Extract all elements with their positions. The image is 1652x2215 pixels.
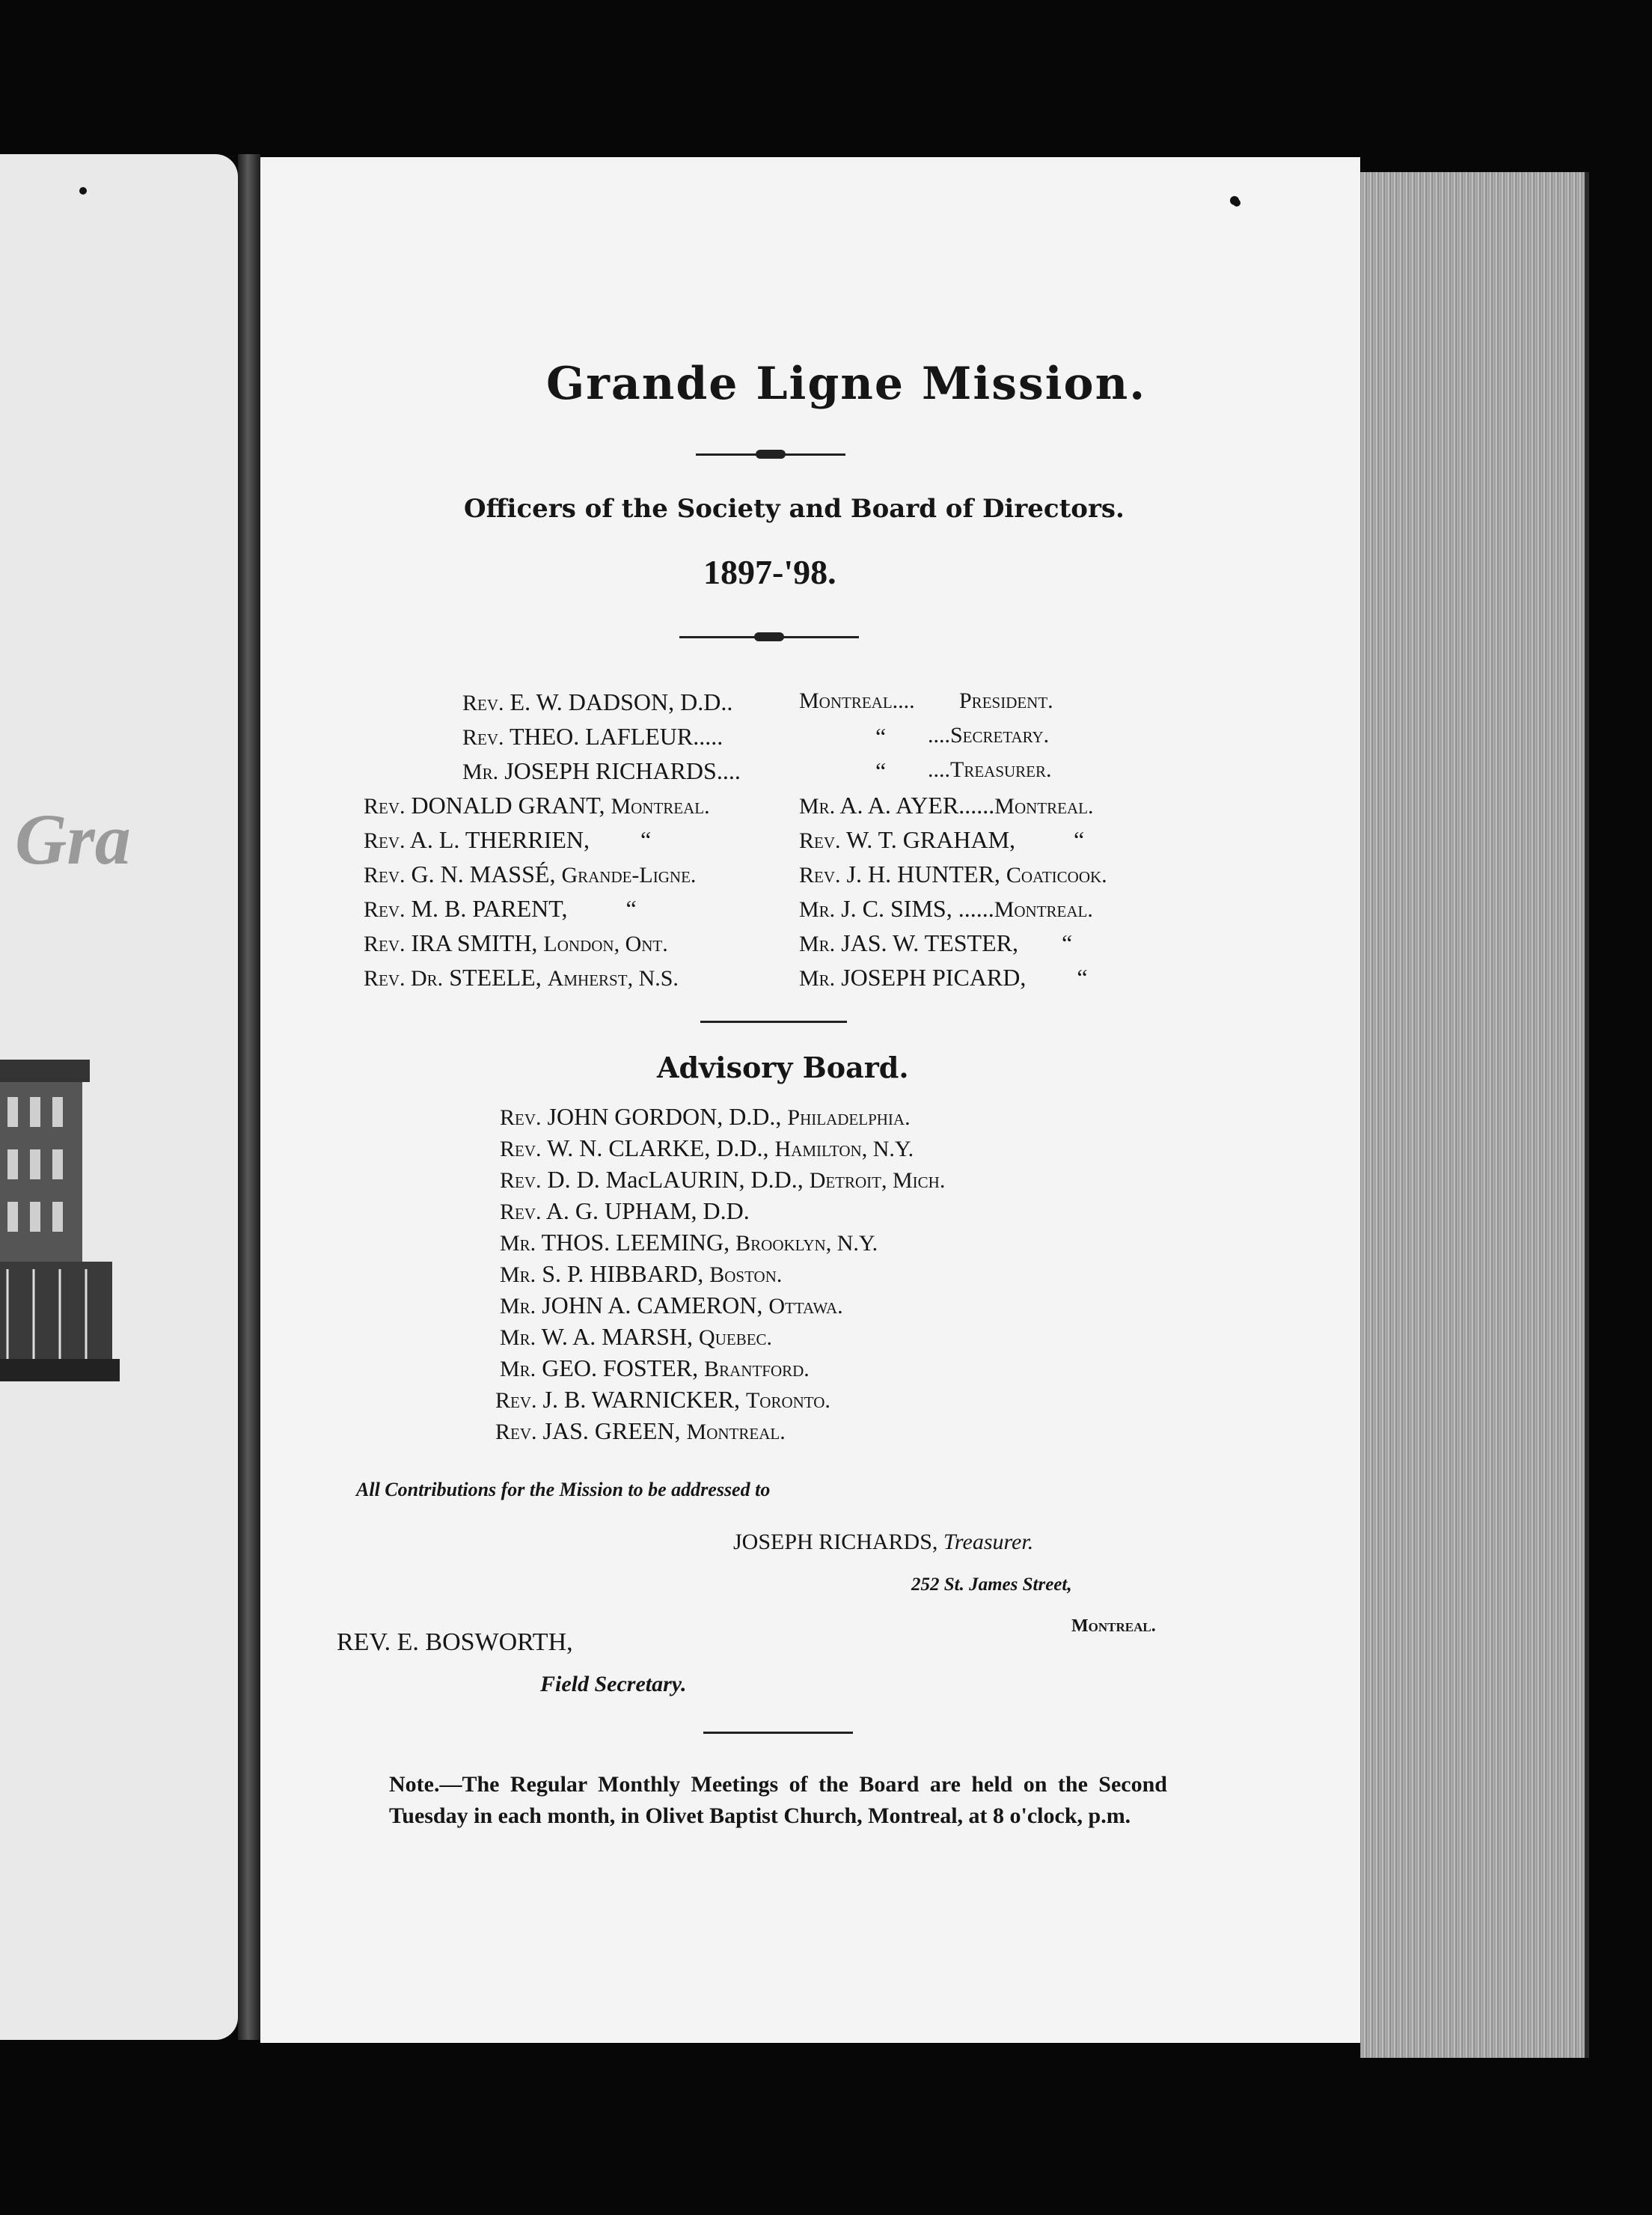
executive-role: ....Secretary.: [928, 723, 1050, 748]
director-row: Rev. G. N. MASSÉ, Grande-Ligne.: [364, 861, 697, 887]
year-rule-ornament: [754, 632, 784, 641]
title-rule-ornament: [756, 450, 786, 459]
advisory-row: Mr. S. P. HIBBARD, Boston.: [500, 1260, 783, 1287]
page-title: Grande Ligne Mission.: [546, 358, 1147, 410]
book-gutter: [238, 154, 260, 2040]
left-page-fragment: Gra: [15, 799, 131, 879]
field-secretary-name: REV. E. BOSWORTH,: [337, 1628, 573, 1656]
director-row: Mr. J. C. SIMS, ......Montreal.: [799, 895, 1093, 922]
field-secretary-role: Field Secretary.: [540, 1672, 687, 1696]
advisory-row: Rev. JAS. GREEN, Montreal.: [495, 1417, 786, 1444]
advisory-row: Mr. JOHN A. CAMERON, Ottawa.: [500, 1292, 843, 1319]
director-row: Rev. M. B. PARENT, “: [364, 895, 637, 922]
advisory-row: Rev. W. N. CLARKE, D.D., Hamilton, N.Y.: [500, 1134, 914, 1161]
section-rule: [700, 1021, 847, 1023]
advisory-row: Rev. J. B. WARNICKER, Toronto.: [495, 1386, 830, 1413]
director-row: Rev. DONALD GRANT, Montreal.: [364, 792, 710, 819]
advisory-row: Rev. D. D. MacLAURIN, D.D., Detroit, Mich.: [500, 1166, 946, 1193]
page-subtitle: Officers of the Society and Board of Directors.: [464, 494, 1125, 524]
treasurer-line: JOSEPH RICHARDS, Treasurer.: [733, 1530, 1034, 1554]
director-row: Rev. W. T. GRAHAM, “: [799, 826, 1085, 853]
executive-role: President.: [959, 688, 1053, 713]
director-row: Mr. JOSEPH PICARD, “: [799, 964, 1088, 991]
advisory-row: Mr. GEO. FOSTER, Brantford.: [500, 1354, 810, 1381]
treasurer-city: Montreal.: [1071, 1616, 1156, 1636]
note-rule: [703, 1732, 853, 1734]
document-page: [260, 157, 1360, 2043]
advisory-row: Mr. W. A. MARSH, Quebec.: [500, 1323, 773, 1350]
speck: [79, 187, 87, 195]
executive-role: ....Treasurer.: [928, 757, 1052, 782]
building-illustration: [0, 1060, 120, 1434]
executive-place: “: [875, 723, 887, 750]
executive-place: “: [875, 757, 887, 784]
executive-row: Mr. JOSEPH RICHARDS....: [462, 757, 741, 784]
left-page: [0, 154, 238, 2040]
director-row: Mr. A. A. AYER......Montreal.: [799, 792, 1094, 819]
director-row: Mr. JAS. W. TESTER, “: [799, 929, 1073, 956]
director-row: Rev. Dr. STEELE, Amherst, N.S.: [364, 964, 679, 991]
advisory-board-heading: Advisory Board.: [657, 1051, 909, 1084]
executive-row: Rev. E. W. DADSON, D.D..: [462, 688, 733, 715]
treasurer-address: 252 St. James Street,: [911, 1574, 1072, 1595]
advisory-row: Rev. A. G. UPHAM, D.D.: [500, 1197, 750, 1224]
speck: [1230, 196, 1239, 205]
advisory-row: Mr. THOS. LEEMING, Brooklyn, N.Y.: [500, 1229, 878, 1256]
page-stack-edge: [1360, 172, 1589, 2058]
contributions-note: All Contributions for the Mission to be addressed to: [356, 1479, 771, 1500]
director-row: Rev. IRA SMITH, London, Ont.: [364, 929, 668, 956]
executive-row: Rev. THEO. LAFLEUR.....: [462, 723, 723, 750]
director-row: Rev. A. L. THERRIEN, “: [364, 826, 652, 853]
director-row: Rev. J. H. HUNTER, Coaticook.: [799, 861, 1107, 887]
executive-place: Montreal....: [799, 688, 915, 713]
year-heading: 1897-'98.: [703, 553, 836, 591]
meeting-note: Note.—The Regular Monthly Meetings of the Board are held on the Second Tuesday in each month, in Olivet Baptist Church, Montreal, at 8 o'clock, p.m.: [389, 1772, 1167, 1828]
advisory-row: Rev. JOHN GORDON, D.D., Philadelphia.: [500, 1103, 911, 1130]
